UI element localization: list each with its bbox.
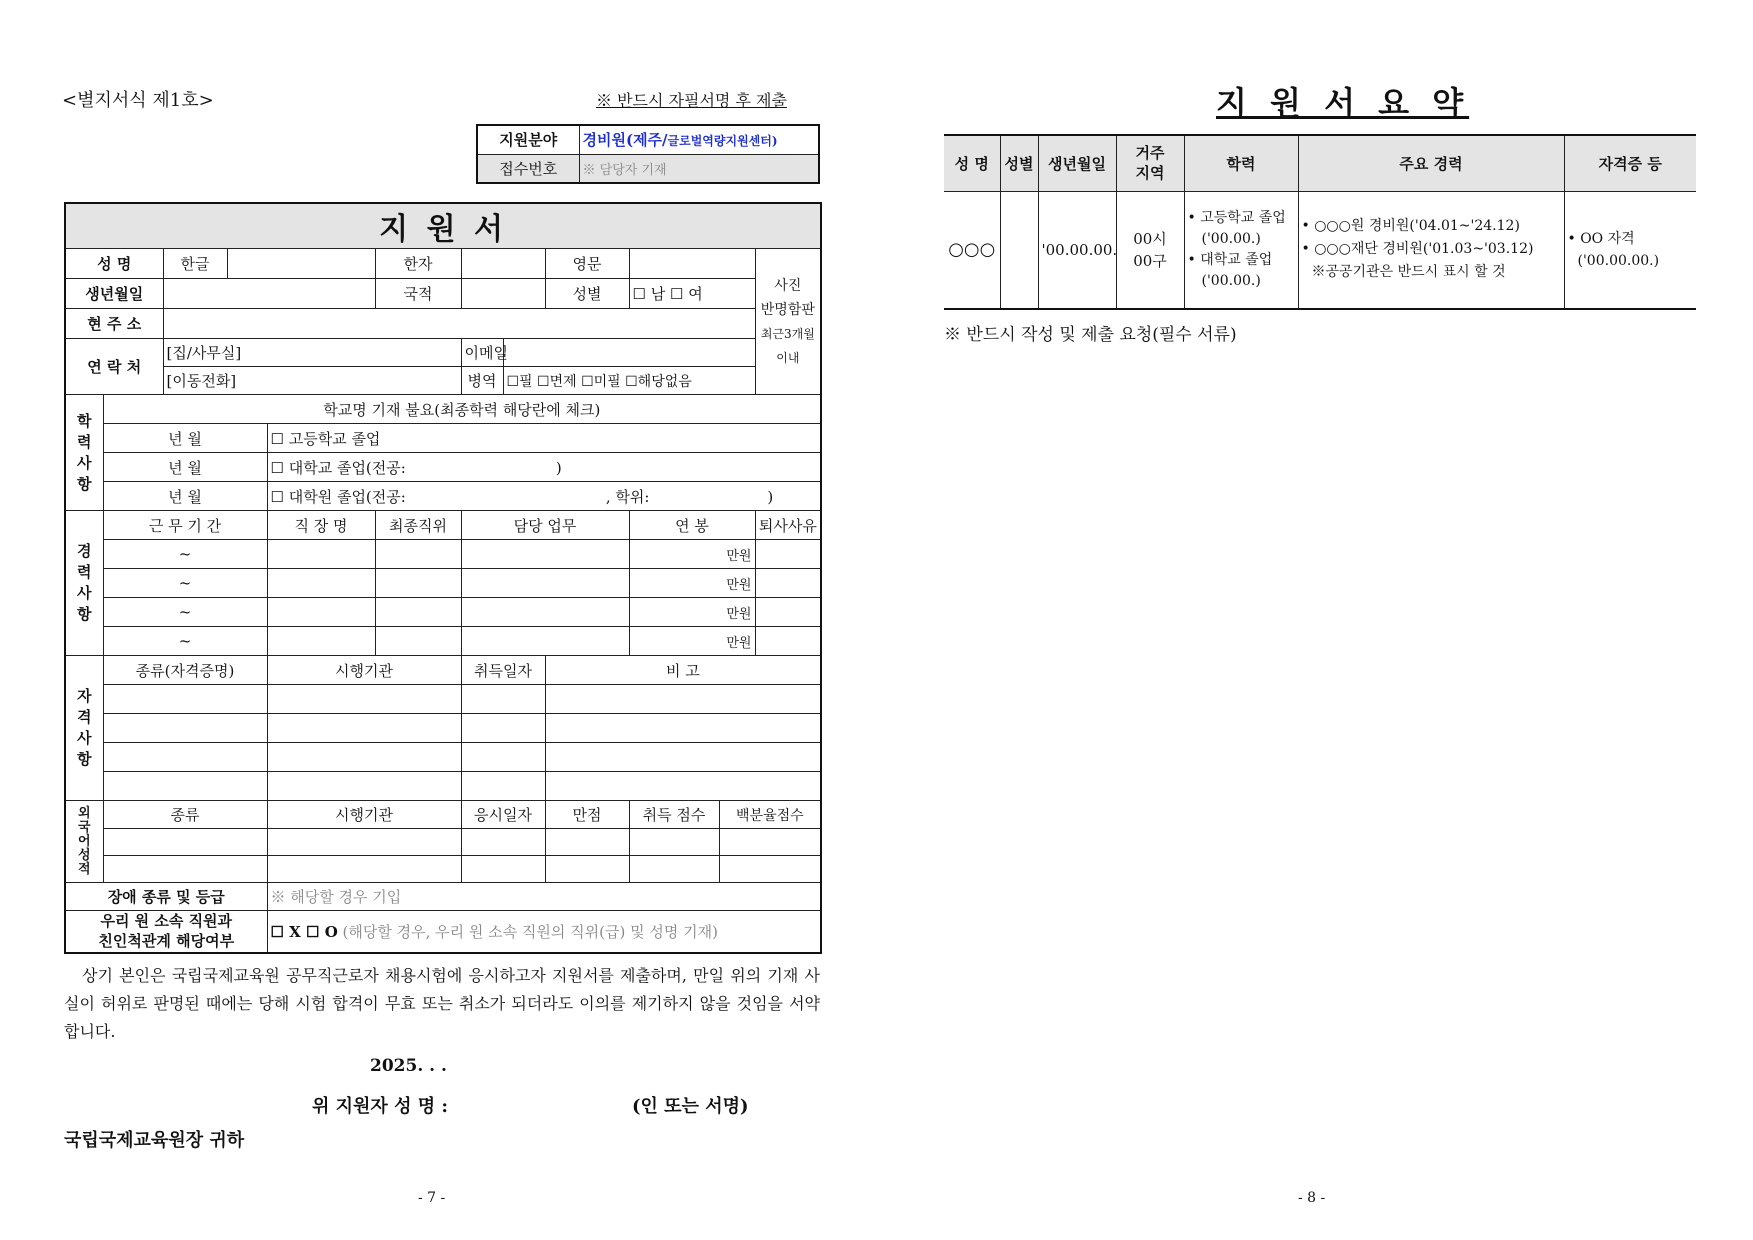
summary-header-birth: 생년월일 (1038, 135, 1116, 191)
mobile-input[interactable]: [이동전화] (163, 367, 461, 395)
korean-label: 한글 (163, 249, 227, 279)
cert-issuer[interactable] (267, 714, 461, 743)
career-period[interactable]: ~ (103, 598, 267, 627)
disability-input[interactable]: ※ 해당할 경우 기입 (267, 883, 821, 911)
summary-header-career: 주요 경력 (1298, 135, 1564, 191)
lang-date[interactable] (461, 829, 545, 856)
summary-header-region: 거주 지역 (1116, 135, 1184, 191)
summary-career[interactable]: • ○○○원 경비원('04.01~'24.12) • ○○○재단 경비원('01.03~'03.12) ※공공기관은 반드시 표시 할 것 (1298, 191, 1564, 309)
nationality-label: 국적 (375, 279, 461, 309)
lang-date[interactable] (461, 856, 545, 883)
hanja-cell: 한자 (375, 249, 461, 279)
career-duties[interactable] (461, 540, 629, 569)
cert-header-issuer: 시행기관 (267, 656, 461, 685)
career-reason[interactable] (755, 627, 821, 656)
career-position[interactable] (375, 598, 461, 627)
korean-name-input[interactable] (227, 249, 375, 279)
career-header-position: 최종직위 (375, 511, 461, 540)
signer-label: 위 지원자 성 명 : (312, 1096, 449, 1117)
address-input[interactable] (163, 309, 755, 339)
career-duties[interactable] (461, 598, 629, 627)
seal-label: (인 또는 서명) (632, 1096, 749, 1117)
english-input[interactable] (629, 249, 755, 279)
address-label: 현 주 소 (65, 309, 163, 339)
application-form-table (64, 202, 822, 954)
career-reason[interactable] (755, 540, 821, 569)
cert-header-date: 취득일자 (461, 656, 545, 685)
career-salary[interactable]: 만원 (629, 598, 755, 627)
cert-type[interactable] (103, 772, 267, 801)
relation-label: 우리 원 소속 직원과 친인척관계 해당여부 (65, 911, 267, 953)
declaration-text: 상기 본인은 국립국제교육원 공무직근로자 채용시험에 응시하고자 지원서를 제출하며, 만일 위의 기재 사실이 허위로 판명된 때에는 당해 시험 합격이 무효 또는 취소가 되더라도 이의를 제기하지 않을 것임을 서약합니다. (64, 966, 820, 1041)
cert-note[interactable] (545, 772, 821, 801)
career-reason[interactable] (755, 569, 821, 598)
summary-header-education: 학력 (1184, 135, 1298, 191)
career-position[interactable] (375, 540, 461, 569)
gender-label: 성별 (545, 279, 629, 309)
cert-date[interactable] (461, 685, 545, 714)
receipt-label: 접수번호 (477, 154, 579, 183)
name-label: 성 명 (65, 249, 163, 279)
lang-issuer[interactable] (267, 829, 461, 856)
education-header: 학교명 기재 불요(최종학력 해당란에 체크) (103, 395, 821, 424)
summary-title: 지 원 서 요 약 (1216, 84, 1470, 122)
lang-percentile[interactable] (719, 856, 821, 883)
lang-score[interactable] (629, 829, 719, 856)
cert-issuer[interactable] (267, 685, 461, 714)
page-number-right: - 8 - (1298, 1190, 1326, 1206)
application-field-table (476, 124, 820, 184)
addressee: 국립국제교육원장 귀하 (64, 1130, 245, 1151)
cert-note[interactable] (545, 743, 821, 772)
career-section-label: 경 력 사 항 (65, 511, 103, 656)
career-salary[interactable]: 만원 (629, 569, 755, 598)
language-section-label: 외 국 어 성 적 (65, 801, 103, 883)
career-position[interactable] (375, 569, 461, 598)
relation-checkboxes[interactable]: ☐ X ☐ O (270, 922, 338, 941)
signature-notice: ※ 반드시 자필서명 후 제출 (596, 91, 787, 110)
hanja-input[interactable] (461, 249, 545, 279)
gender-checkboxes[interactable]: ☐ 남 ☐ 여 (629, 279, 755, 309)
career-period[interactable]: ~ (103, 627, 267, 656)
summary-birth[interactable]: '00.00.00. (1038, 191, 1116, 309)
contact-label: 연 락 처 (65, 339, 163, 395)
cert-header-note: 비 고 (545, 656, 821, 685)
career-header-duties: 담당 업무 (461, 511, 629, 540)
edu-university[interactable]: ☐ 대학교 졸업(전공: ) (267, 453, 821, 482)
cert-date[interactable] (461, 772, 545, 801)
lang-type[interactable] (103, 856, 267, 883)
lang-header-type: 종류 (103, 801, 267, 829)
career-period[interactable]: ~ (103, 569, 267, 598)
lang-header-date: 응시일자 (461, 801, 545, 829)
summary-header-gender: 성별 (1000, 135, 1038, 191)
career-header-reason: 퇴사사유 (755, 511, 821, 540)
career-salary[interactable]: 만원 (629, 540, 755, 569)
cert-type[interactable] (103, 685, 267, 714)
summary-table (944, 134, 1696, 310)
cert-note[interactable] (545, 714, 821, 743)
lang-score[interactable] (629, 856, 719, 883)
cert-issuer[interactable] (267, 772, 461, 801)
summary-education[interactable]: • 고등학교 졸업 ('00.00.) • 대학교 졸업 ('00.00.) (1184, 191, 1298, 309)
summary-certificates[interactable]: • OO 자격 ('00.00.00.) (1564, 191, 1696, 309)
email-label: 이메일 (461, 339, 503, 367)
field-label: 지원분야 (477, 125, 579, 154)
cert-section-label: 자 격 사 항 (65, 656, 103, 801)
career-header-company: 직 장 명 (267, 511, 375, 540)
page-number-left: - 7 - (418, 1190, 446, 1206)
cert-header-type: 종류(자격증명) (103, 656, 267, 685)
summary-region[interactable]: 00시 00구 (1116, 191, 1184, 309)
career-company[interactable] (267, 540, 375, 569)
education-section-label: 학 력 사 항 (65, 395, 103, 511)
summary-header-certificates: 자격증 등 (1564, 135, 1696, 191)
cert-date[interactable] (461, 714, 545, 743)
edu-year-month[interactable]: 년 월 (103, 482, 267, 511)
disability-label: 장애 종류 및 등급 (65, 883, 267, 911)
email-input[interactable] (503, 339, 755, 367)
summary-note: ※ 반드시 작성 및 제출 요청(필수 서류) (944, 325, 1237, 345)
cert-date[interactable] (461, 743, 545, 772)
edu-year-month[interactable]: 년 월 (103, 453, 267, 482)
career-duties[interactable] (461, 627, 629, 656)
birth-input[interactable] (163, 279, 375, 309)
summary-header-name: 성 명 (944, 135, 1000, 191)
photo-box[interactable]: 사진 반명함판 최근3개월이내 (755, 249, 821, 395)
nationality-input[interactable] (461, 279, 545, 309)
cert-type[interactable] (103, 714, 267, 743)
career-duties[interactable] (461, 569, 629, 598)
home-phone-input[interactable]: [집/사무실] (163, 339, 461, 367)
military-label: 병역 (461, 367, 503, 395)
career-salary[interactable]: 만원 (629, 627, 755, 656)
lang-header-score: 취득 점수 (629, 801, 719, 829)
edu-high-school[interactable]: ☐ 고등학교 졸업 (267, 424, 821, 453)
lang-max[interactable] (545, 856, 629, 883)
cert-issuer[interactable] (267, 743, 461, 772)
summary-name[interactable]: ○○○ (944, 191, 1000, 309)
career-header-salary: 연 봉 (629, 511, 755, 540)
lang-type[interactable] (103, 829, 267, 856)
lang-header-issuer: 시행기관 (267, 801, 461, 829)
career-company[interactable] (267, 598, 375, 627)
cert-type[interactable] (103, 743, 267, 772)
military-checkboxes[interactable]: ☐필 ☐면제 ☐미필 ☐해당없음 (503, 367, 755, 395)
career-period[interactable]: ~ (103, 540, 267, 569)
lang-max[interactable] (545, 829, 629, 856)
receipt-value[interactable]: ※ 담당자 기재 (579, 154, 819, 183)
career-header-period: 근 무 기 간 (103, 511, 267, 540)
form-title: 지 원 서 (65, 203, 821, 249)
lang-header-max: 만점 (545, 801, 629, 829)
summary-gender[interactable] (1000, 191, 1038, 309)
form-number: <별지서식 제1호> (62, 90, 214, 111)
career-position[interactable] (375, 627, 461, 656)
signature-date[interactable]: 2025. . . (370, 1056, 447, 1076)
lang-issuer[interactable] (267, 856, 461, 883)
edu-graduate[interactable]: ☐ 대학원 졸업(전공: , 학위: ) (267, 482, 821, 511)
career-company[interactable] (267, 627, 375, 656)
edu-year-month[interactable]: 년 월 (103, 424, 267, 453)
cert-note[interactable] (545, 685, 821, 714)
lang-percentile[interactable] (719, 829, 821, 856)
lang-header-percentile: 백분율점수 (719, 801, 821, 829)
career-company[interactable] (267, 569, 375, 598)
career-reason[interactable] (755, 598, 821, 627)
english-cell: 영문 (545, 249, 629, 279)
field-value: 경비원(제주/글로벌역량지원센터) (579, 125, 819, 154)
birth-label: 생년월일 (65, 279, 163, 309)
relation-input[interactable]: ☐ X ☐ O (해당할 경우, 우리 원 소속 직원의 직위(급) 및 성명 기재) (267, 911, 821, 953)
